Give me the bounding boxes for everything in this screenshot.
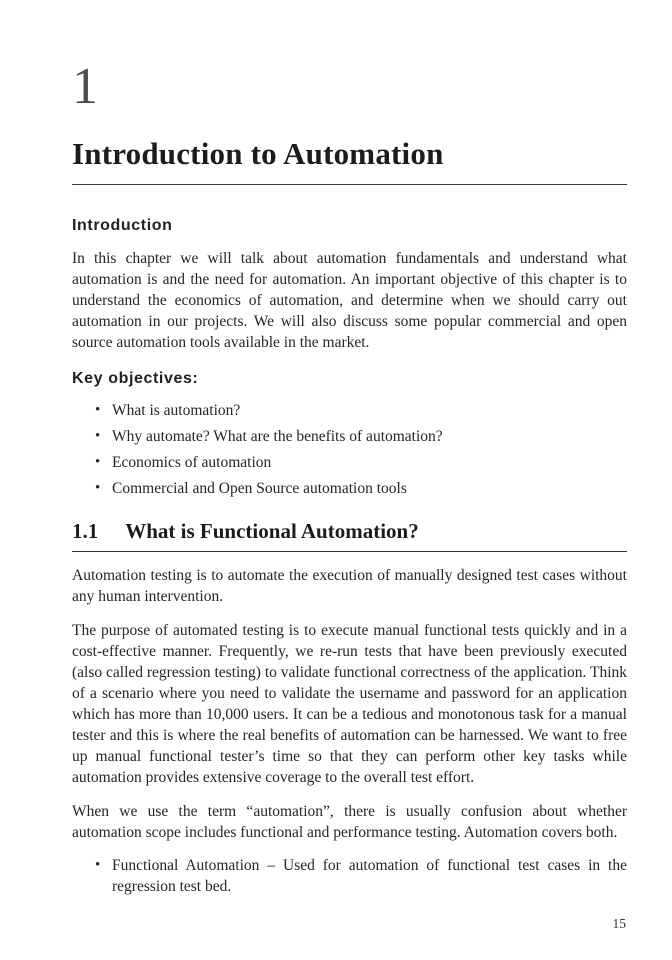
section-paragraph: When we use the term “automation”, there is usually confusion about whether automation scope includes functional and performance testing. Automation covers both. <box>72 803 627 842</box>
section-1-1-heading <box>72 519 627 552</box>
title-divider <box>72 184 627 185</box>
list-item: • Functional Automation – Used for automation of functional test cases in the regression test bed. <box>72 855 627 897</box>
section-paragraph: The purpose of automated testing is to execute manual functional tests quickly and in a cost-effective manner. Frequently, we re-run tests that have been previously executed (also called regression testing) to validate functional correctness of the application. Think of a scenario where you need to validate the username and password for an application which has more than 10,000 users. It can be a tedious and monotonous task for a manual tester and this is where the real benefits of automation can be harnessed. We want to free up manual functional tester’s time so that they can perform other key tasks while automation provides extensive coverage to the overall test effort. <box>72 622 627 787</box>
list-item: • Why automate? What are the benefits of automation? <box>72 426 627 447</box>
introduction-paragraph: In this chapter we will talk about automation fundamentals and understand what automation is and the need for automation. An important objective of this chapter is to understand the economics of automation, and determine when we should carry out automation in our projects. We will also discuss some popular commercial and open source automation tools available in the market. <box>72 250 627 352</box>
list-item: • Economics of automation <box>72 452 627 473</box>
list-item: • Commercial and Open Source automation tools <box>72 478 627 499</box>
section-bullet-list <box>72 855 627 897</box>
key-objectives-list <box>72 400 627 499</box>
section-title: What is Functional Automation? <box>125 519 419 544</box>
introduction-heading: Introduction <box>72 217 173 235</box>
page-content <box>72 0 627 902</box>
section-number: 1.1 <box>72 519 99 544</box>
list-item: • What is automation? <box>72 400 627 421</box>
chapter-title: Introduction to Automation <box>72 135 444 171</box>
section-paragraph: Automation testing is to automate the execution of manually designed test cases without any human intervention. <box>72 567 627 606</box>
page-number: 15 <box>612 916 626 931</box>
key-objectives-heading: Key objectives: <box>72 370 199 388</box>
chapter-number: 1 <box>72 58 98 115</box>
